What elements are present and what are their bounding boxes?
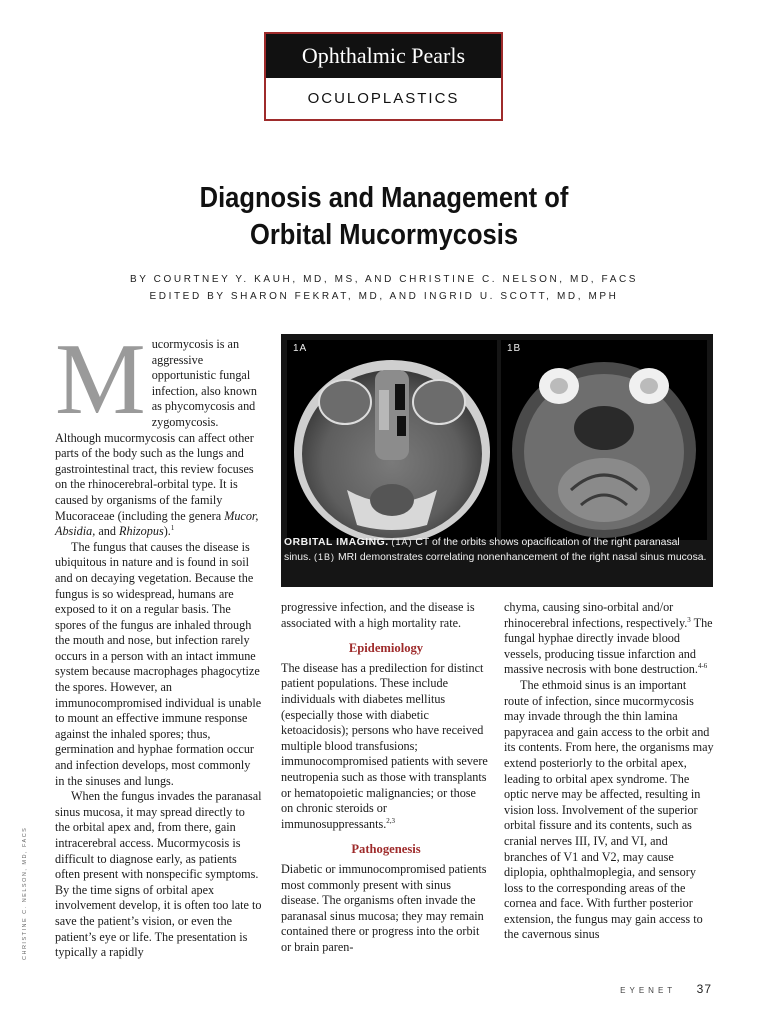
column-3	[504, 600, 714, 943]
byline-editors: EDITED BY SHARON FEKRAT, MD, AND INGRID U. SCOTT, MD, MPH	[149, 291, 619, 302]
ct-scan-image	[287, 340, 497, 540]
body-paragraph: The disease has a predilection for distinct patient populations. These include individuals with diabetes mellitus (especially those with diabetic ketoacidosis); persons who have received multiple blood transfusions; immunocompromised patients with severe neutropenia such as those with transplants or hematopoietic malignancies; or those on chronic steroids or immunosuppressants.$^{2,3}$	[281, 660, 488, 831]
body-paragraph: Diabetic or immunocompromised patients most commonly present with sinus disease. The organisms often invade the paranasal sinus mucosa; they may remain contained there or progress into the orbit or brain paren-	[281, 861, 487, 954]
orbital-imaging-figure	[281, 334, 713, 587]
mri-graphic	[501, 340, 707, 540]
body-paragraph: The fungus that causes the disease is ubiquitous in nature and is found in soil and on decaying vegetation. Because the fungus is so widespread, humans are exposed to it on a regular basis. The spores of the fungus are inhaled through the mouth and nose, but infection rarely occurs in a person with an intact immune system because macrophages phagocytize the spores. However, an immunocompromised individual is unable to mount an effective immune response against the inhaled spores; thus, germination and hyphae formation occur and infection develops, most commonly in the sinuses and lungs.	[55, 539, 262, 788]
figure-label-1b: 1B	[507, 343, 522, 354]
masthead	[264, 32, 503, 121]
section-title: OCULOPLASTICS	[307, 90, 460, 107]
body-paragraph: The ethmoid sinus is an important route of infection, since mucormycosis may invade through the thin lamina papyracea and gain access to the orbit and its contents. From here, the organisms may extend posteriorly to the orbital apex, leading to orbital apex syndrome. The optic nerve may be affected, resulting in vision loss. Involvement of the superior orbital fissure and its contents, such as cranial nerves III, IV, and VI, and branches of V1 and V2, may cause diplopia, ophthalmoplegia, and sensory loss to the corresponding areas of the cornea and face. With further posterior extension, the fungus may gain access to the cavernous sinus	[504, 677, 714, 942]
drop-cap: M	[55, 323, 146, 436]
body-paragraph: When the fungus invades the paranasal sinus mucosa, it may spread directly to the orbital apex and, from there, gain intracerebral access. Mucormycosis is difficult to diagnose early, as patients often present with nonspecific symptoms. By the time signs of orbital apex involvement develop, it is often too late to save the patient’s vision, or even the patient’s eye or life. The presentation is typically a rapidly	[55, 789, 262, 960]
article-title-line1: Diagnosis and Management of	[199, 182, 569, 214]
byline-authors: BY COURTNEY Y. KAUH, MD, MS, AND CHRISTINE C. NELSON, MD, FACS	[129, 274, 639, 285]
series-title: Ophthalmic Pearls	[266, 34, 501, 78]
article-title-line2: Orbital Mucormycosis	[249, 219, 519, 251]
ct-scan-graphic	[287, 340, 497, 540]
page-number: 37	[696, 982, 712, 996]
body-paragraph: chyma, causing sino-orbital and/or rhinocerebral infections, respectively.$^3$ The fungal hyphae directly invade blood vessels, producing tissue infarction and massive necrosis with bone destruction.$^{4-6}$	[504, 600, 713, 677]
article-title	[134, 180, 634, 254]
photo-credit: CHRISTINE C. NELSON, MD, FACS	[22, 826, 28, 960]
intro-paragraph: Mucormycosis is an aggressive opportunistic fungal infection, also known as phycomycosis and zygomycosis. Although mucormycosis can affect other parts of the body such as the lungs and gastrointestinal tract, this review focuses on the rhinocerebral-orbital type. It is caused by organisms of the family Mucoraceae (including the genera Mucor, Absidia, and Rhizopus).$^1$	[55, 323, 259, 539]
figure-caption: ORBITAL IMAGING. (1A) CT of the orbits shows opacification of the right paranasal sinus. (1B) MRI demonstrates correlating nonenhancement of the right nasal sinus mucosa.	[284, 537, 707, 563]
figure-label-1a: 1A	[293, 343, 308, 354]
magazine-name: EYENET	[620, 986, 677, 995]
body-paragraph: progressive infection, and the disease is associated with a high mortality rate.	[281, 600, 475, 630]
mri-image	[501, 340, 707, 540]
column-1	[55, 323, 262, 961]
page-footer	[620, 980, 712, 998]
section-heading-pathogenesis: Pathogenesis	[351, 842, 421, 857]
column-2	[281, 600, 491, 955]
section-heading-epidemiology: Epidemiology	[348, 641, 424, 656]
